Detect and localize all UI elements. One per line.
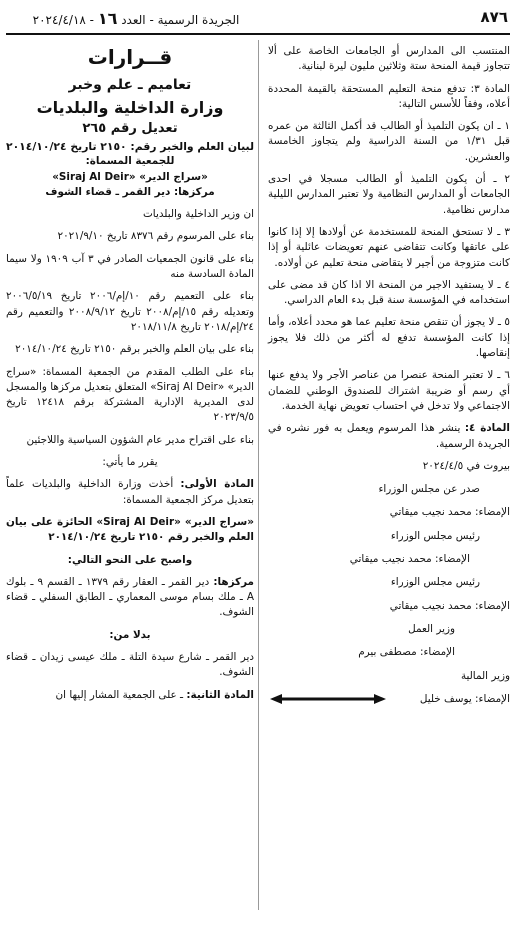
signature-title: رئيس مجلس الوزراء bbox=[390, 576, 480, 589]
paragraph: ٣ ـ لا تستحق المنحة للمستخدمة عن أولادها إلا إذا كانوا على عاتقها وكانت تتقاضى عنهم تعويضات عائلية أو إذا كانت متزوجة من أجير لا يتقاضى منحة تعليم عن أولاده. bbox=[268, 225, 510, 269]
running-title: الجريدة الرسمية - العدد bbox=[121, 13, 240, 27]
article-text: ـ على الجمعية المشار إليها ان bbox=[55, 688, 184, 701]
header-rule bbox=[6, 33, 510, 35]
paragraph: ٢ ـ أن يكون التلميذ أو الطالب مسجلا في احدى الجامعات أو المدارس النظامية ولا تعتبر المدارس الليلية مدارس نظامية. bbox=[268, 173, 510, 216]
ministry-heading: وزارة الداخلية والبلديات bbox=[36, 98, 224, 117]
column-separator bbox=[258, 40, 259, 910]
article-label: المادة الثانية: bbox=[186, 688, 254, 701]
paragraph: ١ ـ ان يكون التلميذ أو الطالب قد أكمل الثالثة من عمره قبل ١/٣١ من السنة الدراسية ولم يتجاوز الخامسة والعشرين. bbox=[268, 120, 510, 163]
paragraph: بناء على اقتراح مدير عام الشؤون السياسية واللاجئين bbox=[26, 433, 254, 446]
hq-text: دير القمر ـ العقار رقم ١٣٧٩ ـ القسم ٩ ـ بلوك A ـ ملك بسام موسى المعماري ـ الطابق السفلي ـ قضاء الشوف. bbox=[6, 575, 254, 619]
paragraph: بناء على بيان العلم والخبر برقم ٢١٥٠ تاريخ ٢٠١٤/١٠/٢٤ bbox=[15, 343, 254, 356]
article-4 bbox=[268, 421, 510, 452]
instead-heading: بدلا من: bbox=[109, 628, 151, 641]
decision-heading: تعديل رقم ٢٦٥ bbox=[82, 121, 178, 136]
paragraph: المادة ٣: تدفع منحة التعليم المستحقة بالقيمة المحددة أعلاه، وفقاً للأسس التالية: bbox=[268, 82, 510, 110]
place-date: بيروت في ٢٠٢٤/٤/٥ bbox=[422, 459, 510, 472]
end-ornament-icon bbox=[268, 693, 388, 705]
paragraph: ٤ ـ لا يستفيد الاجير من المنحة الا اذا كان قد مضى على استخدامه في المؤسسة سنة قبل بدء العام الدراسي. bbox=[268, 278, 510, 307]
signature-title: رئيس مجلس الوزراء bbox=[390, 529, 480, 542]
paragraph: بناء على الطلب المقدم من الجمعية المسماة: «سراج الدير» «Siraj Al Deir» المتعلق بتعديل مركزها والمسجل لدى المديرية الإدارية المشتركة برقم ١٢٤١٨ تاريخ ٢٠٢٣/٩/٥ bbox=[5, 365, 254, 424]
issue-number: ١٦ bbox=[97, 9, 118, 28]
article-text: ينشر هذا المرسوم ويعمل به فور نشره في الجريدة الرسمية. bbox=[268, 422, 510, 450]
signature-title: وزير العمل bbox=[408, 622, 455, 635]
signature-name: الإمضاء: محمد نجيب ميقاتي bbox=[389, 506, 510, 519]
hq-label: مركزها: bbox=[213, 575, 254, 588]
paragraph: ٥ ـ لا يجوز أن تنقص منحة تعليم عما هو محدد أعلاه، وأما إذا كانت المؤسسة تدفع له أكثر من ذلك فلا يجوز إنقاصها. bbox=[268, 316, 510, 360]
became-heading: واصبح على النحو التالي: bbox=[67, 553, 193, 566]
article-1 bbox=[6, 477, 254, 508]
issue-date: - ٢٠٢٤/٤/١٨ bbox=[32, 13, 95, 27]
running-header bbox=[6, 9, 266, 28]
section-subtitle: تعاميم ـ علم وخبر bbox=[68, 77, 192, 93]
paragraph: ان وزير الداخلية والبلديات bbox=[143, 208, 254, 221]
signature-name: الإمضاء: يوسف خليل bbox=[419, 692, 510, 705]
signature-name: الإمضاء: محمد نجيب ميقاتي bbox=[389, 599, 510, 612]
right-column bbox=[268, 44, 510, 707]
signature-name: الإمضاء: محمد نجيب ميقاتي bbox=[349, 553, 470, 566]
old-headquarters: دير القمر ـ شارع سيدة التلة ـ ملك عيسى زيدان ـ قضاء الشوف. bbox=[6, 651, 254, 679]
page-number: ٨٧٦ bbox=[480, 8, 508, 26]
paragraph: ٦ ـ لا تعتبر المنحة عنصرا من عناصر الأجر ولا يدفع عنها أي رسم أو ضريبة اشتراك للصندوق الوطني للضمان الاجتماعي ولا تدخل في احتساب تعويض نهاية الخدمة. bbox=[268, 369, 510, 412]
last-signature-row bbox=[268, 692, 510, 707]
article-label: المادة الأولى: bbox=[180, 478, 254, 491]
association-location: مركزها: دير القمر ـ قضاء الشوف bbox=[45, 185, 215, 198]
section-title: قــرارات bbox=[87, 45, 173, 69]
article-1-association: «سراج الدير» «Siraj Al Deir» الحائزة على بيان العلم والخبر رقم ٢١٥٠ تاريخ ٢٠١٤/١٠/٢٤ bbox=[6, 515, 254, 544]
left-column bbox=[6, 44, 254, 710]
association-label: للجمعية المسماة: bbox=[85, 155, 175, 168]
paragraph: بناء على المرسوم رقم ٨٣٧٦ تاريخ ٢٠٢١/٩/١٠ bbox=[57, 230, 254, 243]
association-name: «سراج الدير» «Siraj Al Deir» bbox=[52, 170, 208, 183]
paragraph: بناء على قانون الجمعيات الصادر في ٣ آب ١٩٠٩ ولا سيما المادة السادسة منه bbox=[6, 252, 254, 281]
article-2 bbox=[6, 688, 254, 703]
signature-title: صدر عن مجلس الوزراء bbox=[378, 483, 480, 496]
paragraph: بناء على التعميم رقم ١٠/إم/٢٠٠٦ تاريخ ٢٠٠٦/٥/١٩ وتعديله رقم ١٥/إم/٢٠٠٨ تاريخ ٢٠٠٨/٩/١٢ والتعميم رقم ٢٤/إم/٢٠١٨ تاريخ ٢٠١٨/١١/٨ bbox=[6, 290, 254, 333]
page-header bbox=[6, 6, 510, 32]
decides-line: يقرر ما يأتي: bbox=[102, 456, 158, 469]
reference-line: لبيان العلم والخبر رقم: ٢١٥٠ تاريخ ٢٠١٤/١٠/٢٤ bbox=[5, 140, 254, 153]
paragraph: المنتسب الى المدارس أو الجامعات الخاصة على ألا تتجاوز قيمة المنحة ستة وثلاثين مليون ليرة لبنانية. bbox=[268, 45, 510, 73]
new-headquarters bbox=[6, 575, 254, 621]
signature-name: الإمضاء: مصطفى بيرم bbox=[358, 646, 455, 659]
article-label: المادة ٤: bbox=[464, 422, 510, 435]
signature-title: وزير المالية bbox=[460, 669, 510, 682]
article-text: أخذت وزارة الداخلية والبلديات علماً بتعديل مركز الجمعية المسماة: bbox=[6, 478, 254, 506]
